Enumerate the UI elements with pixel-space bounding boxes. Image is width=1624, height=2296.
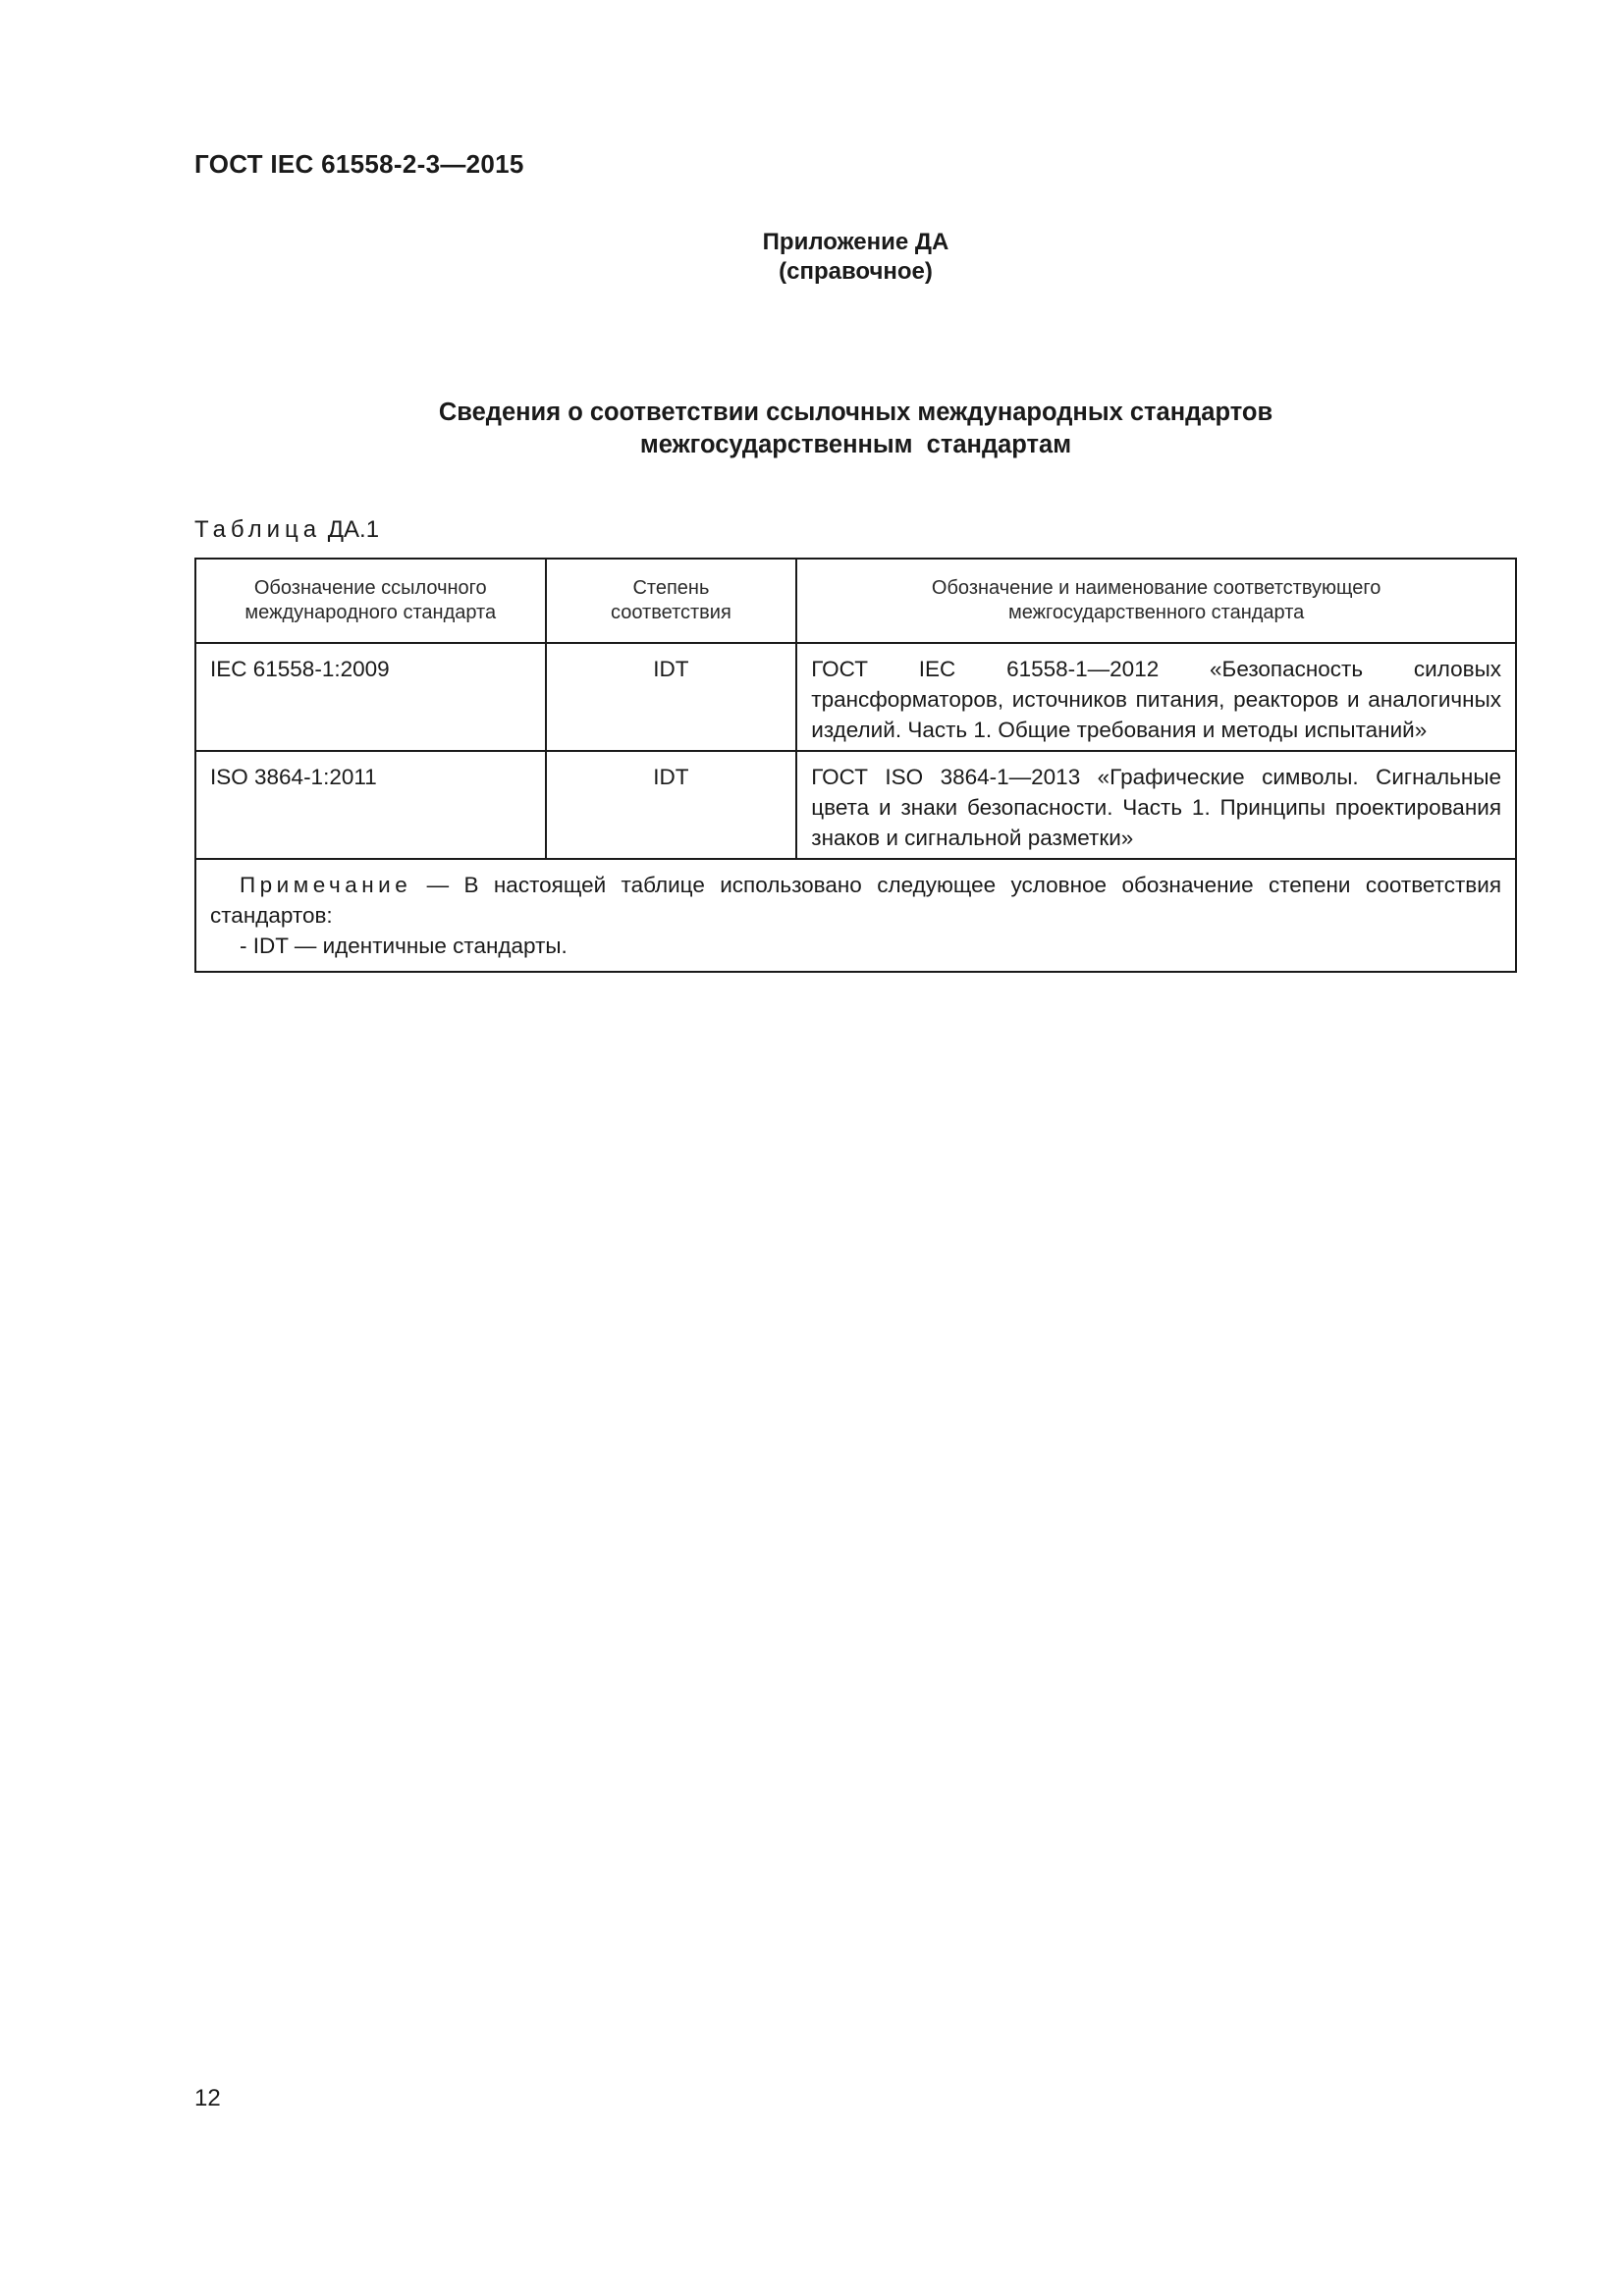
section-title-line-1: Сведения о соответствии ссылочных международных стандартов [438,399,1273,426]
table-row [195,643,1516,751]
appendix-status: (справочное) [779,258,933,285]
cell-international-standard: IEC 61558-1:2009 [195,643,546,751]
header-text: соответствия [611,602,731,623]
table-caption [194,516,379,544]
cell-degree: IDT [546,643,797,751]
document-code: ГОСТ IEC 61558-2-3—2015 [194,149,524,179]
header-national-standard [796,559,1516,643]
appendix-label: Приложение ДА [762,229,949,255]
note-item: - IDT — идентичные стандарты. [240,934,568,958]
header-text: международного стандарта [244,602,497,623]
note-text: — В настоящей таблице использовано следующее условное обозначение степени соответствия стандартов: [210,873,1501,928]
table-note-row [195,859,1516,972]
cell-national-standard: ГОСТ ISO 3864-1—2013 «Графические символы. Сигнальные цвета и знаки безопасности. Часть 1. Принципы проектирования знаков и сигнальной разметки» [796,751,1516,859]
header-degree [546,559,797,643]
table-caption-word: Таблица [194,516,322,543]
table-note [195,859,1516,972]
cell-national-standard: ГОСТ IEC 61558-1—2012 «Безопасность силовых трансформаторов, источников питания, реакторов и аналогичных изделий. Часть 1. Общие требования и методы испытаний» [796,643,1516,751]
table-header-row [195,559,1516,643]
header-text: Обозначение и наименование соответствующего [931,577,1381,599]
appendix-heading [194,228,1517,287]
section-title [194,397,1517,461]
note-label: Примечание [240,873,412,897]
cell-international-standard: ISO 3864-1:2011 [195,751,546,859]
table-row [195,751,1516,859]
header-text: межгосударственного стандарта [1007,602,1305,623]
correspondence-table [194,558,1517,973]
header-text: Степень [632,577,710,599]
section-title-line-2: межгосударственным стандартам [639,431,1072,458]
table-caption-number: ДА.1 [327,516,380,543]
page-number: 12 [194,2085,221,2111]
header-international-standard [195,559,546,643]
header-text: Обозначение ссылочного [253,577,487,599]
cell-degree: IDT [546,751,797,859]
